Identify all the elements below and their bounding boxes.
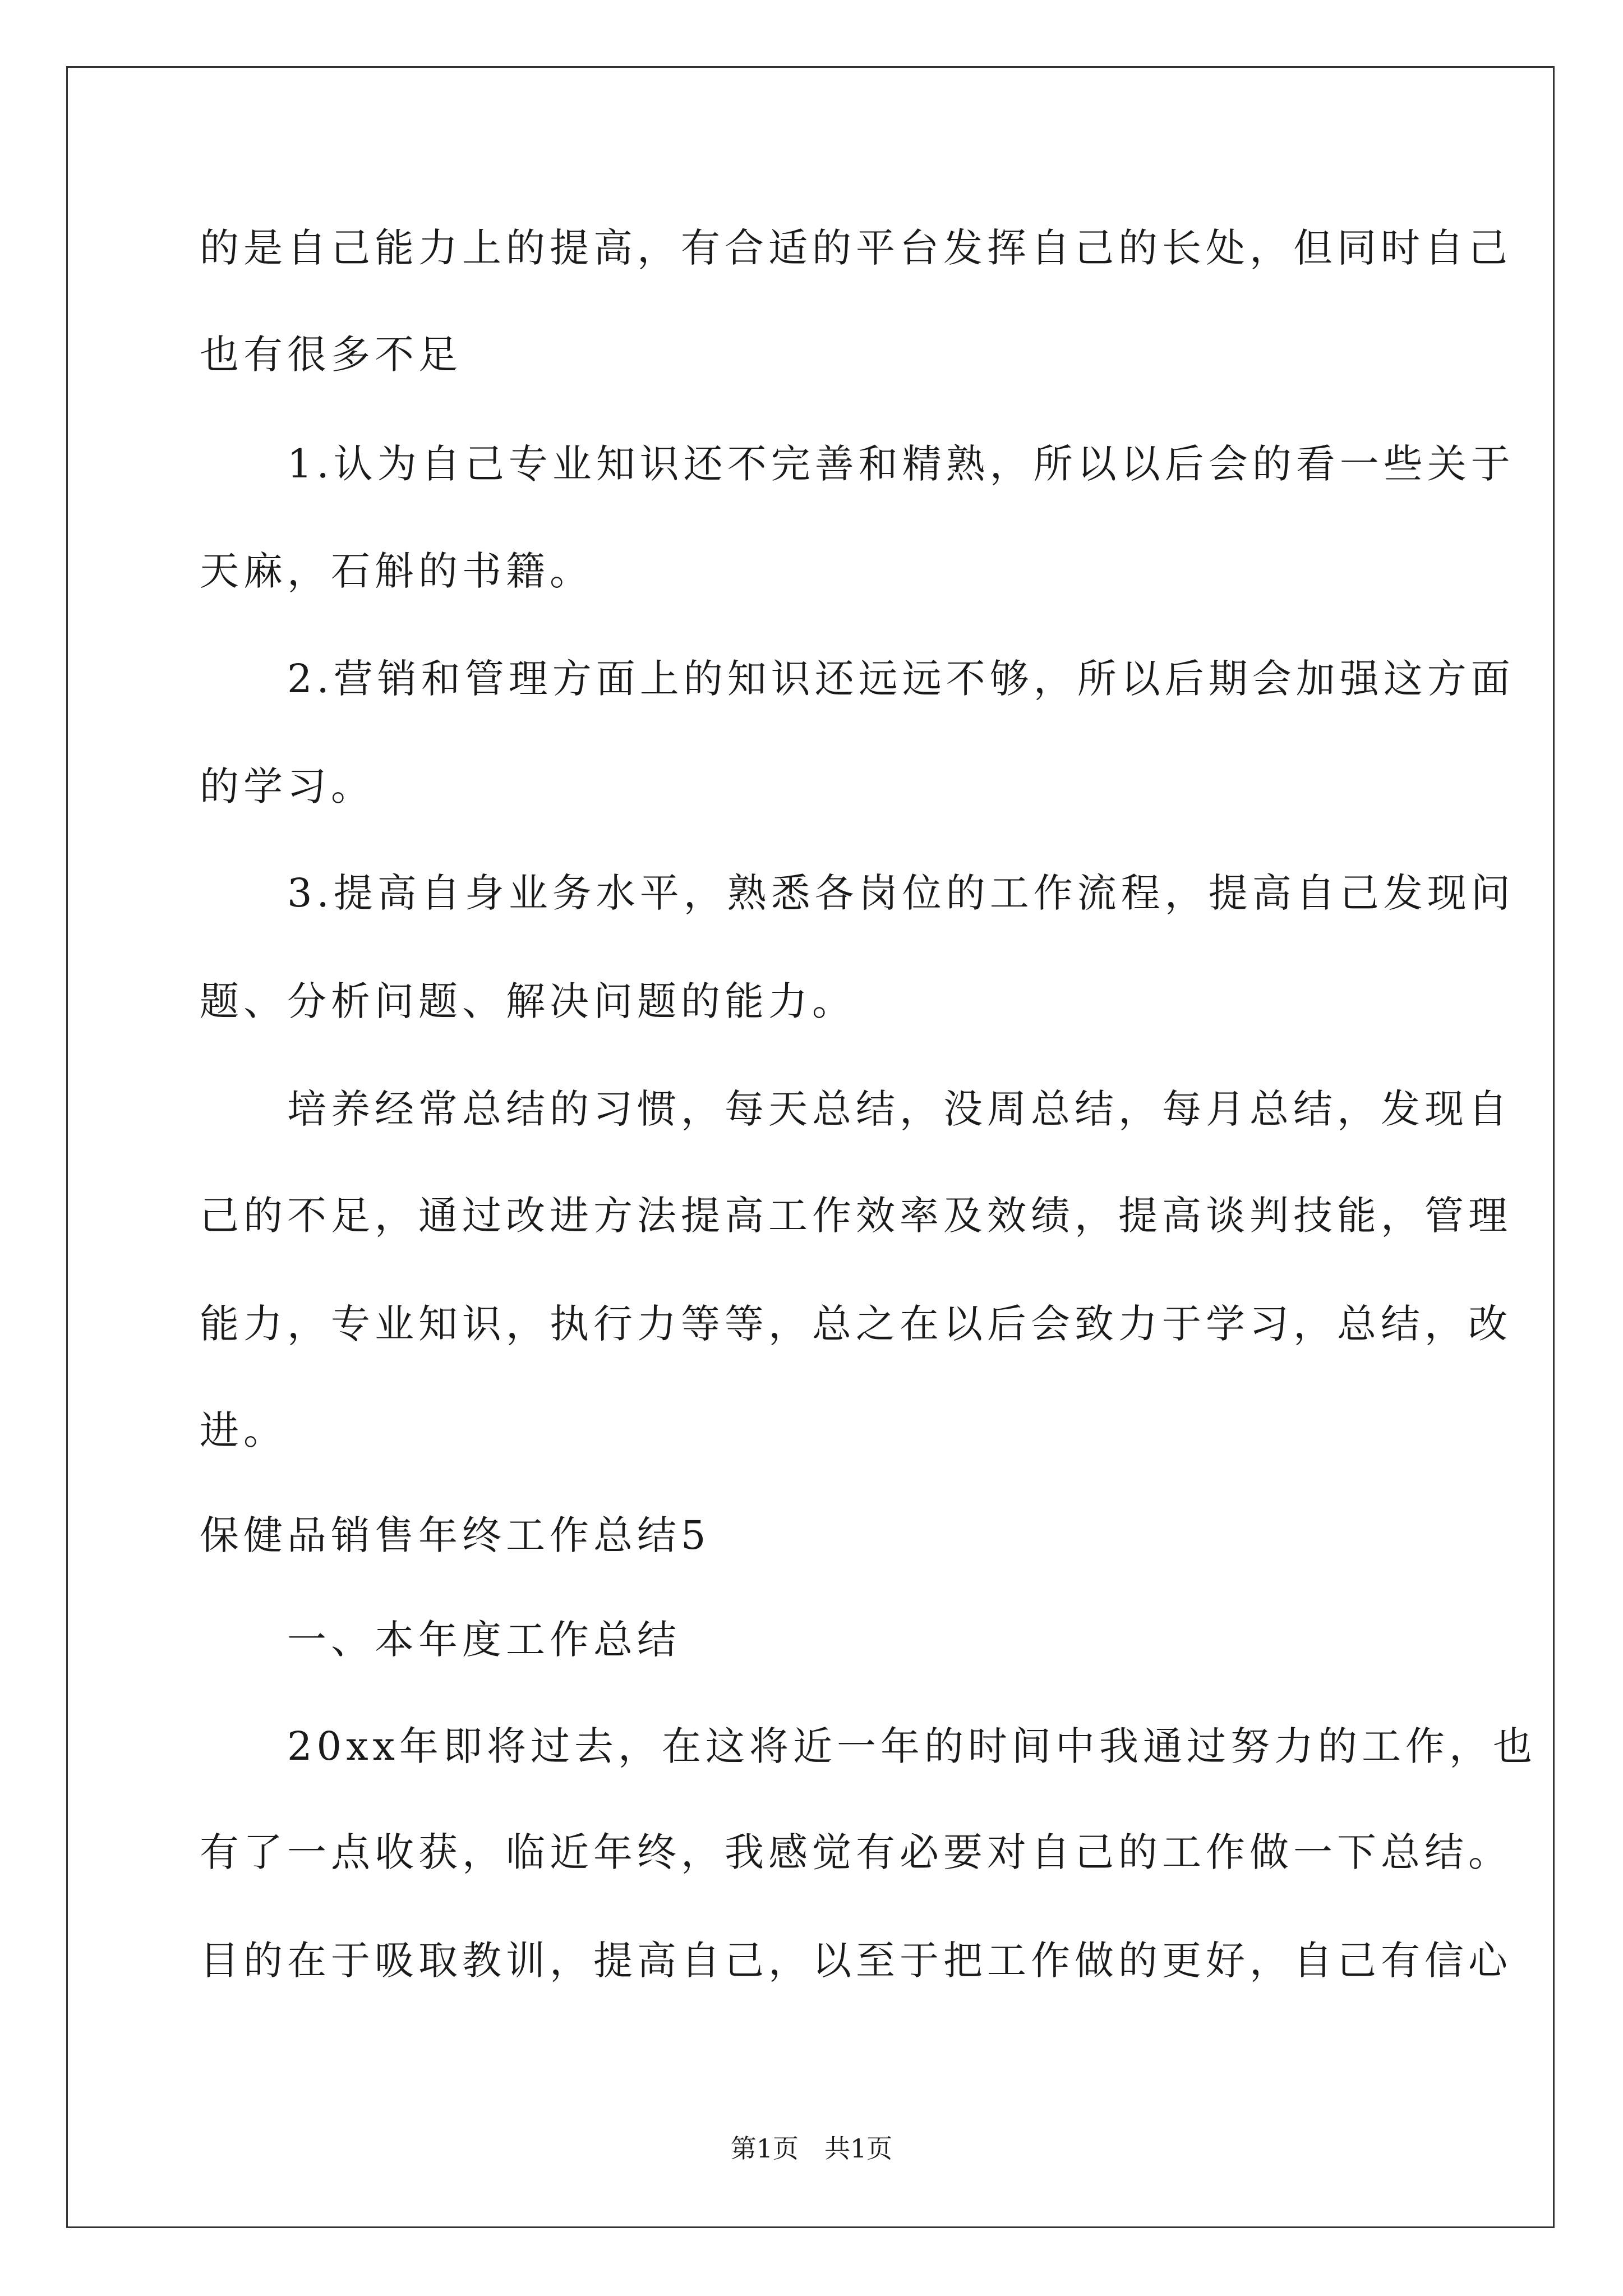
text-line: 培养经常总结的习惯，每天总结，没周总结，每月总结，发现自	[200, 1086, 1512, 1132]
text-line: 2.营销和管理方面上的知识还远远不够，所以后期会加强这方面	[200, 656, 1515, 702]
text-line: 己的不足，通过改进方法提高工作效率及效绩，提高谈判技能，管理	[200, 1193, 1512, 1239]
text-line: 的学习。	[200, 763, 375, 809]
page-number-footer: 第1页 共1页	[730, 2133, 893, 2164]
text-line: 目的在于吸取教训，提高自己，以至于把工作做的更好，自己有信心	[200, 1938, 1512, 1984]
subsection-heading: 一、本年度工作总结	[200, 1617, 681, 1663]
text-line: 能力，专业知识，执行力等等，总之在以后会致力于学习，总结，改	[200, 1301, 1512, 1347]
text-line: 有了一点收获，临近年终，我感觉有必要对自己的工作做一下总结。	[200, 1829, 1512, 1875]
text-line: 题、分析问题、解决问题的能力。	[200, 978, 856, 1024]
text-line: 1.认为自己专业知识还不完善和精熟，所以以后会的看一些关于	[200, 441, 1515, 487]
page-frame	[66, 66, 1555, 2228]
text-line: 也有很多不足	[200, 332, 462, 378]
section-heading: 保健品销售年终工作总结5	[200, 1512, 711, 1558]
text-line: 3.提高自身业务水平，熟悉各岗位的工作流程，提高自己发现问	[200, 870, 1515, 916]
text-line: 20xx年即将过去，在这将近一年的时间中我通过努力的工作，也	[200, 1723, 1537, 1769]
text-line: 天麻，石斛的书籍。	[200, 548, 593, 594]
text-line: 进。	[200, 1407, 287, 1453]
text-line: 的是自己能力上的提高，有合适的平台发挥自己的长处，但同时自己	[200, 225, 1512, 271]
